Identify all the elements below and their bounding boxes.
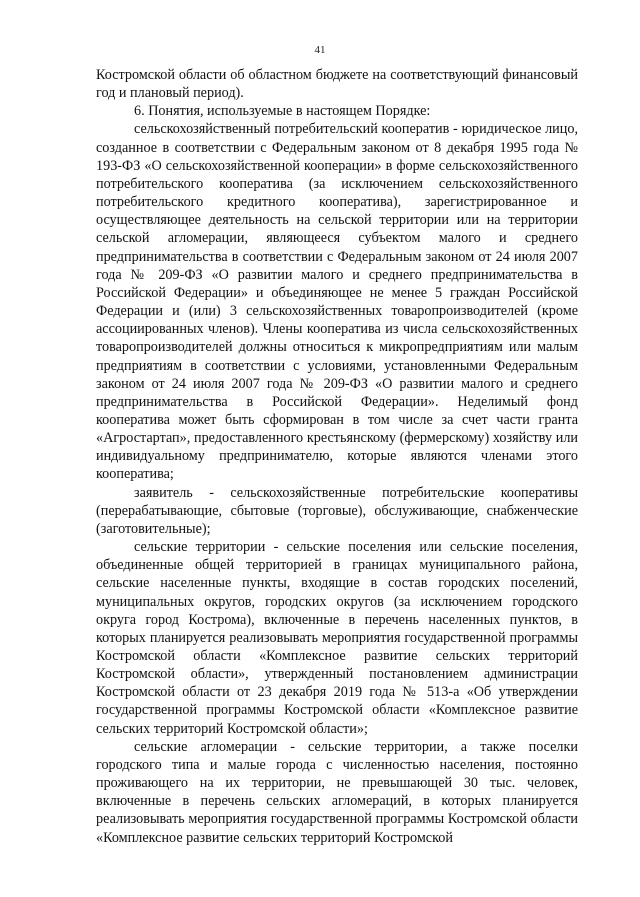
paragraph-budget-continuation: Костромской области об областном бюджете на соответствующий финансовый год и плановый период).: [96, 67, 578, 102]
document-body: [96, 66, 578, 847]
paragraph-cooperative-definition: сельскохозяйственный потребительский кооператив - юридическое лицо, созданное в соответствии с Федеральным законом от 8 декабря 1995 года № 193-ФЗ «О сельскохозяйственной кооперации» в форме сельскохозяйственного потребительского кооператива (за исключением сельскохозяйственного потребительского кредитного кооператива), зарегистрированное и осуществляющее деятельность на сельской территории или на территории сельской агломерации, являющееся субъектом малого и среднего предпринимательства в соответствии с Федеральным законом от 24 июля 2007 года № 209-ФЗ «О развитии малого и среднего предпринимательства в Российской Федерации» и объединяющее не менее 5 граждан Российской Федерации и (или) 3 сельскохозяйственных товаропроизводителей (кроме ассоциированных членов). Члены кооператива из числа сельскохозяйственных товаропроизводителей должны относиться к микропредприятиям или малым предприятиям в соответствии с условиями, установленными Федеральным законом от 24 июля 2007 года № 209-ФЗ «О развитии малого и среднего предпринимательства в Российской Федерации». Неделимый фонд кооператива может быть сформирован в том числе за счет части гранта «Агростартап», предоставленного крестьянскому (фермерскому) хозяйству или индивидуальному предпринимателю, которые являются членами этого кооператива;: [96, 121, 578, 483]
paragraph-definitions-intro: 6. Понятия, используемые в настоящем Порядке:: [134, 103, 431, 120]
paragraph-applicant-definition: заявитель - сельскохозяйственные потребительские кооперативы (перерабатывающие, сбытовые (торговые), обслуживающие, снабженческие (заготовительные);: [96, 484, 578, 537]
paragraph-rural-agglomerations-definition: сельские агломерации - сельские территории, а также поселки городского типа и малые города с численностью населения, постоянно проживающего на их территории, не превышающей 30 тыс. человек, включенные в перечень сельских агломераций, в которых планируется реализовывать мероприятия государственной программы Костромской области «Комплексное развитие сельских территорий Костромской: [96, 738, 578, 846]
paragraph-rural-territories-definition: сельские территории - сельские поселения или сельские поселения, объединенные общей территорией в границах муниципального района, сельские населенные пункты, входящие в состав городских поселений, муниципальных округов, городских округов (за исключением городского округа город Кострома), включенные в перечень населенных пунктов, в которых планируется реализовывать мероприятия государственной программы Костромской области «Комплексное развитие сельских территорий Костромской области», утвержденный постановлением администрации Костромской области от 23 декабря 2019 года № 513-а «Об утверждении государственной программы Костромской области «Комплексное развитие сельских территорий Костромской области»;: [96, 539, 578, 737]
page-number: 41: [314, 44, 326, 56]
